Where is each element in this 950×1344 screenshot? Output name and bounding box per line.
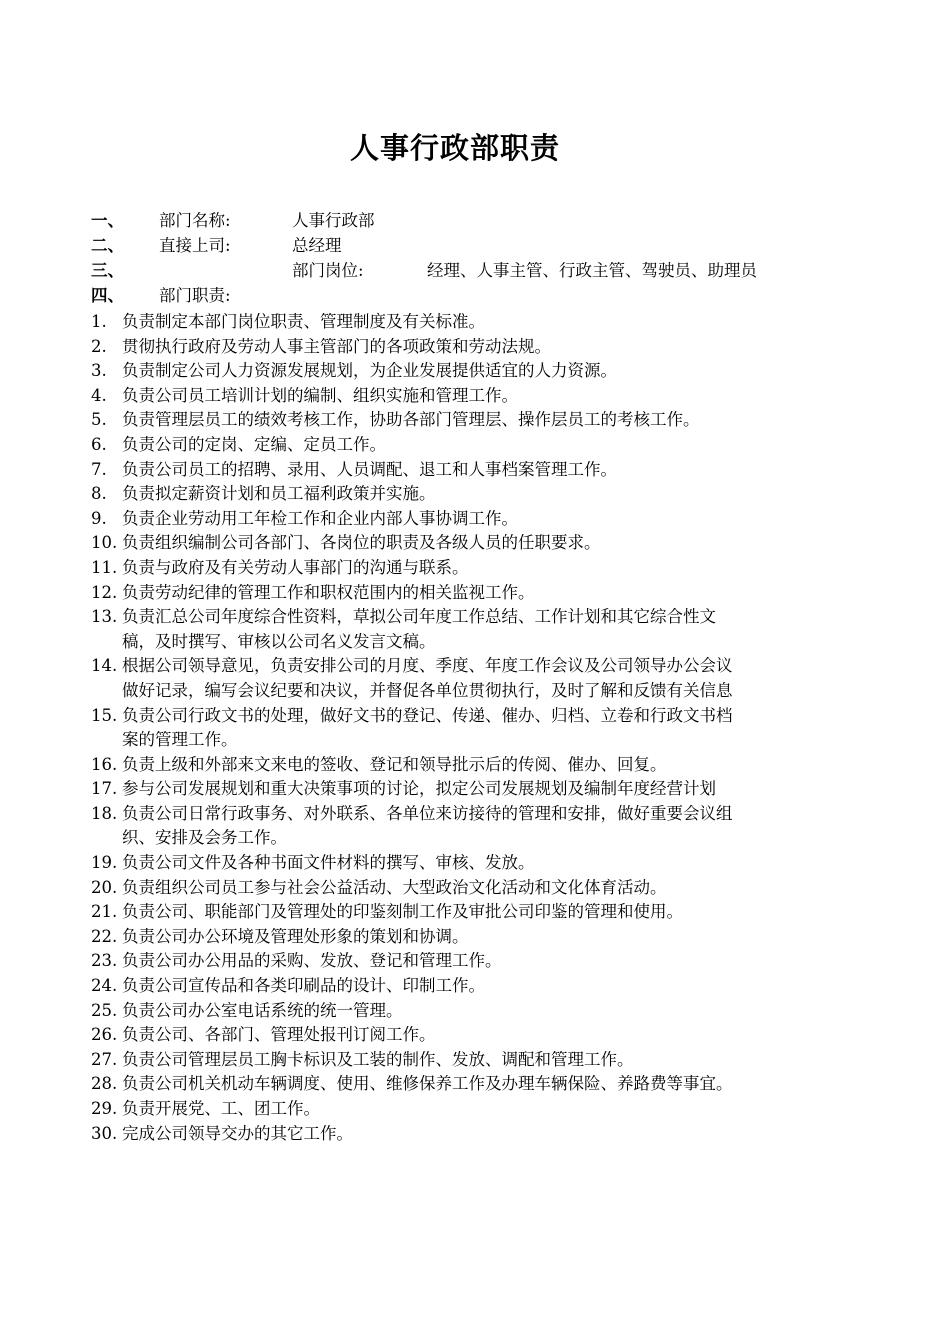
duties-list <box>91 310 811 1146</box>
item-number: 9. <box>91 508 107 528</box>
page-title: 人事行政部职责 <box>349 131 560 165</box>
item-number: 24. <box>91 976 118 996</box>
section-number: 四、 <box>91 286 124 305</box>
section-value: 总经理 <box>292 236 342 255</box>
list-item <box>91 974 811 999</box>
section-value: 人事行政部 <box>292 211 375 230</box>
list-item <box>91 802 811 851</box>
item-text: 负责公司办公用品的采购、发放、登记和管理工作。 <box>122 951 502 971</box>
list-item <box>91 581 811 606</box>
item-number: 30. <box>91 1123 118 1143</box>
item-text: 负责公司文件及各种书面文件材料的撰写、审核、发放。 <box>122 853 535 873</box>
item-text: 负责汇总公司年度综合性资料，草拟公司年度工作总结、工作计划和其它综合性文 稿，及时撰写、审核以公司名义发言文稿。 <box>122 607 716 651</box>
item-text: 完成公司领导交办的其它工作。 <box>122 1123 353 1143</box>
list-item <box>91 704 811 753</box>
item-number: 7. <box>91 459 107 479</box>
list-item <box>91 605 811 654</box>
list-item <box>91 1048 811 1073</box>
item-text: 负责公司、职能部门及管理处的印鉴刻制工作及审批公司印鉴的管理和使用。 <box>122 902 683 922</box>
item-number: 2. <box>91 336 107 356</box>
item-text: 根据公司领导意见，负责安排公司的月度、季度、年度工作会议及公司领导办公会议 做好记录，编写会议纪要和决议，并督促各单位贯彻执行，及时了解和反馈有关信息 <box>122 656 733 700</box>
item-number: 18. <box>91 803 118 823</box>
list-item <box>91 999 811 1024</box>
item-text: 负责公司员工培训计划的编制、组织实施和管理工作。 <box>122 385 518 405</box>
item-number: 20. <box>91 877 118 897</box>
item-number: 6. <box>91 434 107 454</box>
item-text: 负责公司员工的招聘、录用、人员调配、退工和人事档案管理工作。 <box>122 459 617 479</box>
item-text: 负责公司办公环境及管理处形象的策划和协调。 <box>122 926 469 946</box>
item-text: 负责管理层员工的绩效考核工作，协助各部门管理层、操作层员工的考核工作。 <box>122 410 700 430</box>
item-text: 负责公司日常行政事务、对外联系、各单位来访接待的管理和安排，做好重要会议组 织、安排及会务工作。 <box>122 803 733 848</box>
list-item <box>91 531 811 556</box>
item-number: 13. <box>91 607 118 627</box>
item-text: 负责企业劳动用工年检工作和企业内部人事协调工作。 <box>122 508 518 528</box>
item-text: 负责劳动纪律的管理工作和职权范围内的相关监视工作。 <box>122 582 535 602</box>
list-item <box>91 1072 811 1097</box>
section-value: 经理、人事主管、行政主管、驾驶员、助理员 <box>427 261 757 280</box>
item-text: 负责公司宣传品和各类印刷品的设计、印制工作。 <box>122 976 485 996</box>
item-number: 3. <box>91 361 107 381</box>
item-text: 负责与政府及有关劳动人事部门的沟通与联系。 <box>122 557 469 577</box>
item-number: 4. <box>91 385 107 405</box>
item-text: 负责制定公司人力资源发展规划，为企业发展提供适宜的人力资源。 <box>122 361 617 381</box>
list-item <box>91 556 811 581</box>
item-text: 负责组织编制公司各部门、各岗位的职责及各级人员的任职要求。 <box>122 533 601 553</box>
list-item <box>91 851 811 876</box>
list-item <box>91 900 811 925</box>
list-item <box>91 925 811 950</box>
list-item <box>91 753 811 778</box>
item-text: 负责上级和外部来文来电的签收、登记和领导批示后的传阅、催办、回复。 <box>122 754 667 774</box>
item-number: 5. <box>91 410 107 430</box>
item-number: 23. <box>91 951 118 971</box>
item-number: 21. <box>91 902 118 922</box>
section-number: 三、 <box>91 261 124 280</box>
list-item <box>91 458 811 483</box>
item-number: 10. <box>91 533 118 553</box>
item-text: 负责公司行政文书的处理，做好文书的登记、传递、催办、归档、立卷和行政文书档 案的管理工作。 <box>122 705 733 750</box>
item-text: 负责公司、各部门、管理处报刊订阅工作。 <box>122 1025 436 1045</box>
item-text: 负责公司机关机动车辆调度、使用、维修保养工作及办理车辆保险、养路费等事宜。 <box>122 1074 733 1094</box>
item-text: 负责公司的定岗、定编、定员工作。 <box>122 434 386 454</box>
list-item <box>91 433 811 458</box>
list-item <box>91 876 811 901</box>
list-item <box>91 654 811 703</box>
item-text: 负责公司管理层员工胸卡标识及工装的制作、发放、调配和管理工作。 <box>122 1049 634 1069</box>
item-number: 12. <box>91 582 118 602</box>
list-item <box>91 384 811 409</box>
item-number: 16. <box>91 754 118 774</box>
section-number: 一、 <box>91 211 124 230</box>
item-text: 贯彻执行政府及劳动人事主管部门的各项政策和劳动法规。 <box>122 336 551 356</box>
item-text: 负责公司办公室电话系统的统一管理。 <box>122 1000 403 1020</box>
item-text: 负责制定本部门岗位职责、管理制度及有关标准。 <box>122 312 485 331</box>
list-item <box>91 408 811 433</box>
list-item <box>91 482 811 507</box>
section-label: 直接上司: <box>159 236 231 255</box>
item-number: 29. <box>91 1099 118 1118</box>
item-number: 26. <box>91 1025 118 1045</box>
section-label: 部门职责: <box>159 286 231 305</box>
item-number: 17. <box>91 779 118 799</box>
list-item <box>91 359 811 384</box>
list-item <box>91 1122 811 1147</box>
item-number: 27. <box>91 1049 118 1069</box>
item-number: 28. <box>91 1074 118 1094</box>
list-item <box>91 949 811 974</box>
list-item <box>91 507 811 532</box>
item-number: 1. <box>91 312 107 331</box>
section-number: 二、 <box>91 236 124 255</box>
item-text: 参与公司发展规划和重大决策事项的讨论，拟定公司发展规划及编制年度经营计划 <box>122 779 716 799</box>
section-label: 部门名称: <box>159 211 231 230</box>
item-number: 15. <box>91 705 118 725</box>
list-item <box>91 310 811 335</box>
item-number: 14. <box>91 656 118 676</box>
item-number: 19. <box>91 853 118 873</box>
item-text: 负责拟定薪资计划和员工福利政策并实施。 <box>122 484 436 504</box>
list-item <box>91 777 811 802</box>
item-number: 11. <box>91 557 118 577</box>
item-number: 22. <box>91 926 118 946</box>
item-number: 25. <box>91 1000 118 1020</box>
list-item <box>91 1097 811 1122</box>
section-label: 部门岗位: <box>292 261 364 280</box>
item-number: 8. <box>91 484 107 504</box>
item-text: 负责组织公司员工参与社会公益活动、大型政治文化活动和文化体育活动。 <box>122 877 667 897</box>
list-item <box>91 1023 811 1048</box>
list-item <box>91 335 811 360</box>
item-text: 负责开展党、工、团工作。 <box>122 1099 320 1118</box>
